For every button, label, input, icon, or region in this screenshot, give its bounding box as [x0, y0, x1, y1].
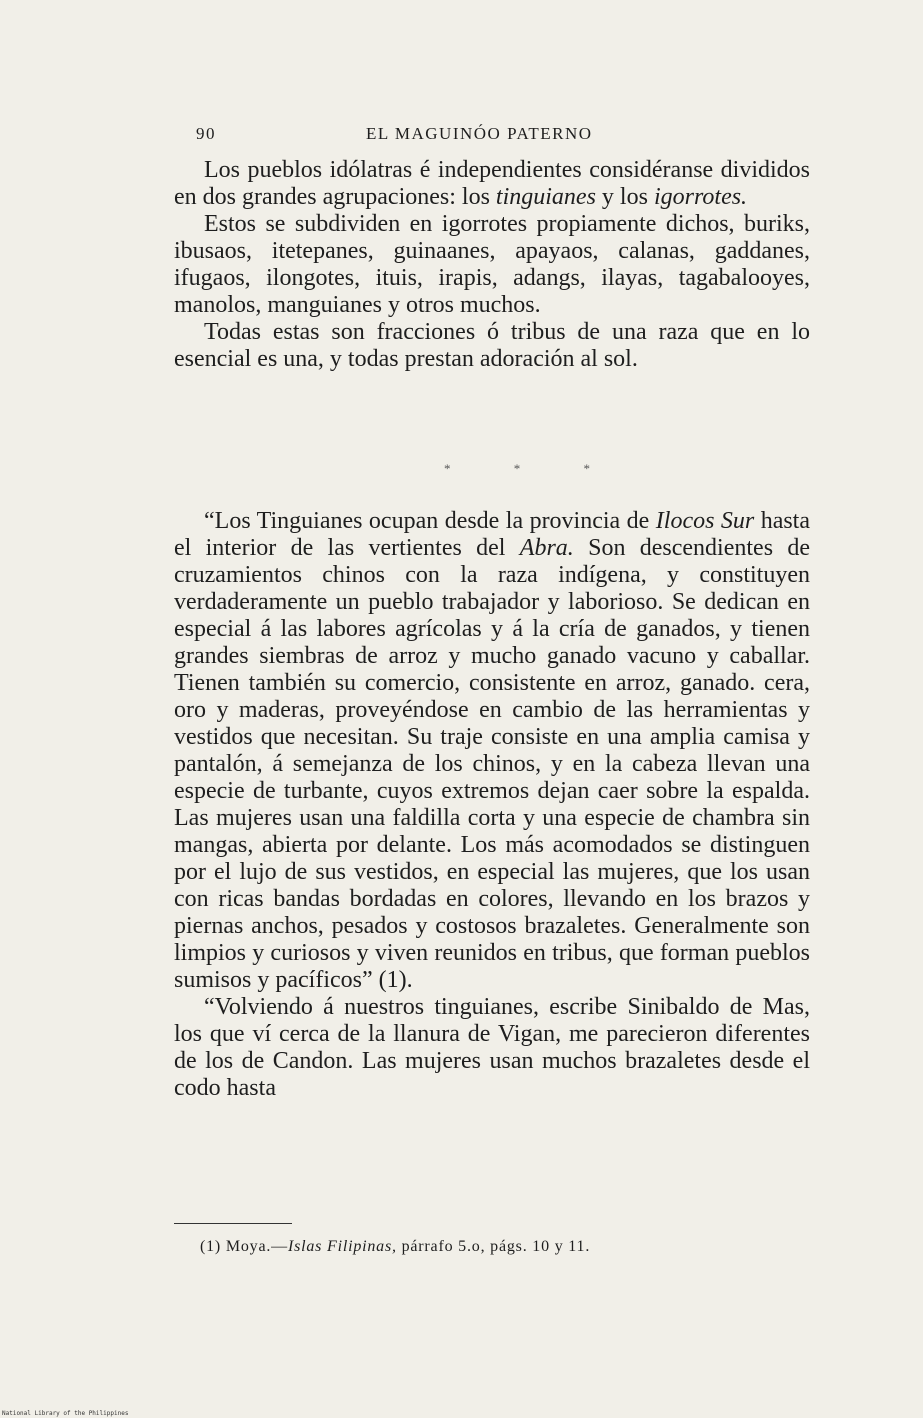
- body-text-quote: [174, 508, 810, 1102]
- text-run: párrafo 5.o, págs. 10 y 11.: [396, 1238, 591, 1255]
- page-header: [196, 124, 808, 150]
- text-run: Son descendientes de cruzamientos chinos con la raza indígena, y constituyen verdaderamente un pueblo trabajador y laborioso. Se dedican en especial á las labores agrícolas y á la cría de ganados, y tienen grandes siembras de arroz y mucho ganado vacuno y caballar. Tienen también su comercio, consistente en arroz, ganado. cera, oro y maderas, proveyéndose en cambio de las herramientas y vestidos que necesitan. Su traje consiste en una amplia camisa y pantalón, á semejanza de los chinos, y en la cabeza llevan una especie de turbante, cuyos extremos dejan caer sobre la espalda. Las mujeres usan una faldilla corta y una especie de chambra sin mangas, abierta por delante. Los más acomodados se distinguen por el lujo de sus vestidos, en especial las mujeres, que los usan con ricas bandas bordadas en colores, llevando en los brazos y piernas anchos, pesados y costosos brazaletes. Generalmente son limpios y curiosos y viven reunidos en tribus, que forman pueblos sumisos y pacíficos” (1).: [174, 535, 811, 993]
- body-text-top: [174, 157, 810, 373]
- library-watermark: National Library of the Philippines: [2, 1410, 129, 1417]
- footnote: [200, 1238, 590, 1256]
- footnote-rule: [174, 1223, 292, 1224]
- section-separator: * * *: [444, 461, 620, 476]
- paragraph: [174, 319, 810, 373]
- paragraph: [174, 157, 810, 211]
- italic-text: Abra.: [519, 535, 574, 561]
- text-run: hasta el interior de las vertientes del: [174, 508, 811, 561]
- text-run: Los pueblos idólatras é independientes considéranse divididos en dos grandes agrupaciones: los: [174, 157, 810, 210]
- italic-text: tinguianes: [495, 184, 596, 210]
- paragraph: [174, 994, 810, 1102]
- text-run: (1) Moya.—: [200, 1238, 288, 1255]
- italic-text: igorrotes.: [653, 184, 748, 210]
- text-run: y los: [595, 184, 654, 210]
- text-run: “Volviendo á nuestros tinguianes, escribe Sinibaldo de Mas, los que ví cerca de la llanura de Vigan, me parecieron diferentes de los de Candon. Las mujeres usan muchos brazaletes desde el codo hasta: [174, 994, 810, 1101]
- page-number: 90: [196, 124, 216, 143]
- paragraph: [174, 508, 810, 994]
- italic-text: Islas Filipinas,: [287, 1238, 397, 1255]
- text-run: “Los Tinguianes ocupan desde la provincia de: [204, 508, 656, 534]
- text-run: Estos se subdividen en igorrotes propiamente dichos, buriks, ibusaos, itetepanes, guinaanes, apayaos, calanas, gaddanes, ifugaos, ilongotes, ituis, irapis, adangs, ilayas, tagabalooyes, manolos, manguianes y otros muchos.: [174, 211, 810, 318]
- running-title: EL MAGUINÓO PATERNO: [366, 124, 593, 143]
- text-run: Todas estas son fracciones ó tribus de una raza que en lo esencial es una, y todas prestan adoración al sol.: [174, 319, 810, 372]
- italic-text: Ilocos Sur: [655, 508, 755, 534]
- paragraph: [174, 211, 810, 319]
